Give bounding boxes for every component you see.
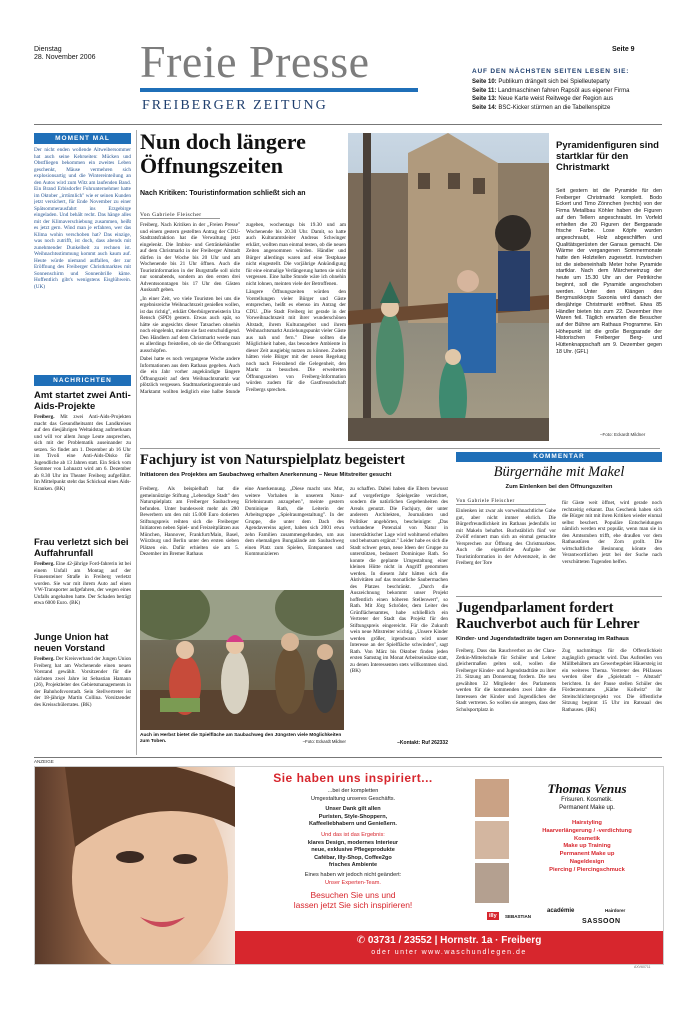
ad-web-line[interactable]: oder unter www.waschundlegen.de: [371, 949, 527, 956]
fachjury-contact: –Kontakt: Ruf 262332: [397, 740, 448, 746]
ad-code: AXV60711: [634, 965, 651, 969]
teaser-item[interactable]: [472, 104, 662, 113]
teaser-text: BSC-Kicker stürmen an die Tabellenspitze: [498, 104, 611, 111]
advertisement[interactable]: [34, 766, 664, 965]
ad-portrait-illustration: [35, 767, 235, 964]
ad-contact-bar[interactable]: [235, 931, 663, 964]
pyramid-text: Seit gestern ist die Pyramide für den Freiberger Christmarkt komplett. Bodo Eckert und Timo Zönnchen (rechts) von der Firma Metallbau Köhler haben die Figuren auf den Tellern angeschraubt. Im Vorfeld erhielten die 20 Figuren der Bergparade frische Farbe. Lose Köpfe wurden angeschraubt, Holz abgeschliffen und Qualitätsgerüsten der Garaus gemacht. Die Wärme der vergangenen Sommermonate hatte den Holzteilen zugesetzt. Inzwischen ist die siebeneinhalb Meter hohe Pyramide startklar. Nach dem Märcheneinzug der heute um 15.30 Uhr an der Petrikirche beginnt, soll die Pyramide angeschoben werden. Unter den Klängen des Bergmusikkorps Saxonia wird danach der diesjährige Christmarkt eröffnet. Etwa 85 Händler bieten bis zum 22. Dezember ihre Waren feil. Täglich erwarten die Besucher auf der Bühne am Rathaus Programme. Ein Höhepunkt ist die große Bergparade der Historischen Freiberger Berg- und Hüttenknappschaft am 9. Dezember gegen 18 Uhr. (GFL): [556, 188, 662, 355]
ad-line: neue, exklusive Pflegeprodukte: [311, 847, 395, 854]
ad-thumb-1: [475, 779, 509, 817]
ad-phone-line: [235, 933, 663, 948]
masthead: Freie Presse: [140, 36, 370, 87]
jugend-col1: Freiberg. Dass das Rauchverbot an der Clara-Zetkin-Mittelschule für Schüler und Lehrer gleichermaßen gelten soll, wollen die Freiberger Kinder- und Jugendstadträte zu ihrer 21. Sitzung am Donnerstag fordern. Die neu gewählten 32 Mitglieder des Parlaments werden für die kommenden zwei Jahre die Interessen der Kinder und Jugendlichen der Stadt vertreten. So wollen sie anregen, dass der Schulsportplatz in: [456, 648, 556, 713]
ad-label: ANZEIGE: [34, 759, 54, 764]
ad-portrait: [35, 767, 235, 964]
lead-paragraph: Freiberg. Nach Kritiken in der „Freien Presse" und einem gestern gestellten Antrag der CDU-Stadtratsfraktion hat die Verwaltung jetzt eingelenkt. Die Imbiss- und Getränkehändler auf dem Christmarkt in der Freiberger Altstadt dürfen in der Woche bis 20 Uhr und am Wochenende bis 21 Uhr öffnen. Auch die Touristinformation in der Burgstraße soll nicht nur sonnabends, sondern an den ersten drei Adventssonntagen bis 17 Uhr den Gästen Auskunft geben.: [140, 222, 240, 293]
news-item: [34, 390, 131, 526]
pyramid-title[interactable]: Pyramidenfiguren sind startklar für den Christmarkt: [556, 140, 659, 173]
kommentar-title[interactable]: Bürgernähe mit Makel: [493, 464, 625, 480]
ad-services: [513, 820, 661, 875]
header-rule: [34, 124, 662, 125]
ad-line: Umgestaltung unseres Geschäfts.: [310, 795, 396, 802]
nachrichten-label: NACHRICHTEN: [34, 375, 131, 386]
news-text: Freiberg. Eine 42-jährige Ford-fahrerin ist bei einem Unfall am Montag auf der Frauensteiner Straße in Freiberg verletzt worden. Sie war mit ihrem Auto auf einen VW-Transporter aufgefahren, der wegen eines Unfalls angehalten hatte. Der Schaden beträgt etwa 6000 Euro. (BK): [34, 561, 131, 606]
ad-service: Haarverlängerung / -verdichtung: [542, 827, 632, 834]
fachjury-title[interactable]: Fachjury ist von Naturspielplatz begeistert: [140, 452, 405, 468]
ad-service: Piercing / Piercingschmuck: [549, 866, 625, 873]
ad-brand-block: [513, 781, 661, 875]
playground-photo: [140, 590, 344, 730]
teaser-list: [472, 78, 662, 112]
teaser-page: Seite 10:: [472, 79, 497, 85]
teaser-item[interactable]: [472, 95, 662, 104]
ad-line: Kaffeeliebhabern und Genießern.: [309, 821, 397, 828]
ad-line: klares Design, modernes Interieur: [307, 839, 399, 846]
fachjury-col3: zu schaffen. Dabei haben die Eltern bewusst auf vorgefertigte Spielgeräte verzichtet, sondern die natürlichen Gegebenheiten des Areals genutzt. Die Fachjury, der unter anderem Architekten, Journalisten und Politiker angehörten, bescheinigte: „Das vorhandene Potenzial von Natur in innerstädtischer Lage wird wohltuend erhalten und behutsam ergänzt." Leider habe es sich die Stadt schwer getan, neue Ideen der Gruppe zu unterstützen, bedauert Dominique Rath. So konnte die geplante Umgestaltung einer kleinen Hütte nicht in Angriff genommen werden. In diesem Jahr hätten sich die Aktivitäten auf das monatliche Saubermachen des Platzes beschränkt. „Durch die Auszeichnung bekommt unser Projekt hoffentlich einen höheren Stellenwert", so Rath. Mit Jörg Schröder, dem Leiter des Grünflächenamtes, habe schließlich ein Vertreter der Stadt das Projekt für den Stiftungspreis eingereicht. Für die Zukunft wein neue Mitstreiter wichtig. „Unsere Kinder werden größer, irgendwann wird unser Interesse an der Spielfläche schwinden", sagt Rath. Von März bis Oktober finden jeden ersten Samstag im Monat Arbeitseinsätze statt, zu denen Interessenten stets willkommen sind. (BK): [350, 486, 448, 674]
kommentar-author: Von Gabriele Fleischer: [456, 498, 546, 505]
kommentar-col2: für Gäste weit öffnet, wird gerade noch rechtzeitig erkannt. Das Geschenk haben sich die Bürger mit mit ihren Kritiken wieder einmal selbst beschert. Populäre Entscheidungen nämlich werden erst populär, wenn man sie in den Amtsstuben trifft, ehe draußen vor dem Rathaustüren der Zorn grollt. Die wirtschaftliche Besinnung könnte den Verantwortlichen jetzt bei der Suche nach verschütteten Tugenden helfen.: [562, 500, 662, 565]
news-text: Freiberg. Der Kreisverband der Jungen Union Freiberg hat am Wochenende einen neuen Vorstand gewählt. Vorsitzender für die nächsten zwei Jahre ist Sebastian Hamann (26), Projektleiter des Gebietsmanagements in der Bahnhofsvorstadt. Sein Stellvertreter ist der 18-jährige Martin Collina. Vorsitzender des Kreisschülerrates. (BK): [34, 656, 131, 708]
page-number: Seite 9: [612, 46, 635, 53]
kommentar-subtitle: Zum Einlenken bei den Öffnungszeiten: [505, 484, 613, 490]
issue-day: Dienstag: [34, 46, 62, 53]
phone-icon: ✆: [356, 935, 368, 946]
lead-paragraph: Längere Öffnungszeiten würden den Vorstellungen vieler Bürger und Gäste entsprechen, heißt es ebenso im Antrag der CDU. „Die Stadt Freiberg ist gerade in der Vorweihnachtszeit mit ihrer wunderschönen Altstadt, ihrem Kulturangebot und ihrem Weihnachtsmarkt Anziehungspunkt vieler Gäste aus nah und fern." Diese sollten die Möglichkeit haben, das besondere Ambiente in dieser Zeit ausgiebig nutzen zu können. Zudem hätten viele Bürger mit der neuen Regelung noch nach Feierabend die Gelegenheit, den Markt zu besuchen. Die erweiterten Öffnungszeiten von Freiberg-Information würden zudem für die Gastfreundschaft Freibergs sprechen.: [246, 289, 346, 393]
jugend-kicker: Kinder- und Jugendstadträte tagen am Donnerstag im Rathaus: [456, 636, 629, 642]
kommentar-label: KOMMENTAR: [456, 452, 662, 462]
ad-brand-sub1: Frisuren. Kosmetik.: [561, 797, 613, 803]
ad-rule: [34, 757, 662, 758]
ad-service: Kosmetik: [573, 835, 601, 842]
masthead-subtitle: FREIBERGER ZEITUNG: [142, 98, 328, 113]
teaser-title: AUF DEN NÄCHSTEN SEITEN LESEN SIE:: [472, 68, 630, 75]
lead-body: [140, 222, 346, 444]
ad-line: frisches Ambiente: [328, 862, 378, 869]
fachjury-col1: Freiberg. Als beispielhaft hat die gemeinnützige Stiftung „Lebendige Stadt" den Naturspielplatz am Freiberger Saubachweg befunden. Unter bundesweit mehr als 280 Bewerbern um den mit 15.000 Euro dotierten Stiftungspreis reihten sich die Freiberger Initiatoren neben Spiel- und Freizeitplätzen aus München, Hannover, Frankfurt/Main, Basel, Würzburg und Berlin unter den ersten sieben Plätzen ein. Dafür erhielten sie am 5. Dezember im Bremer Rathaus: [140, 486, 239, 557]
ad-service: Hairstyling: [572, 820, 602, 826]
news-title[interactable]: Amt startet zwei Anti-Aids-Projekte: [34, 390, 131, 412]
ad-thumb-3: [475, 863, 509, 903]
ad-lines: [235, 788, 471, 887]
teaser-item[interactable]: [472, 87, 662, 96]
ad-thumb-2: [475, 821, 509, 859]
sebastian-logo: SEBASTIAN: [505, 914, 532, 919]
lead-kicker: Nach Kritiken: Touristinformation schließt sich an: [140, 190, 306, 197]
section-rule: [456, 596, 662, 597]
pyramid-illustration: [348, 133, 549, 441]
news-title[interactable]: Frau verletzt sich bei Auffahrunfall: [34, 537, 129, 559]
fachjury-kicker: Initiatoren des Projektes am Saubachweg erhalten Anerkennung – Neue Mitstreiter gesucht: [140, 472, 392, 478]
photo-credit: –Foto: Eckardt Mildner: [302, 739, 346, 744]
playground-caption: [140, 733, 346, 745]
news-text: Freiberg. Mit zwei Anti-Aids-Projekten macht das Gesundheitsamt des Landkreises auf den diesjährigen Weltaidstag aufmerksam und will vor allem Junge Leute ansprechen, sich mit der Problematik auseinander zu setzen. So findet am 1. Dezember ab 16 Uhr im Tivoli eine Anti-Aids-Disko für Jugendliche ab 13 Jahren statt. Ein Stück vom Sommer von Lohnarzt wird am 6. Dezember ab 8.30 Uhr im Theater Freiberg aufgeführt. Im Mittelpunkt steht das Schicksal eines Aids-Kranken. (BK): [34, 414, 131, 492]
jugend-col2: Zug nachmittags für die Öffentlichkeit zugänglich gemacht wird. Das Aufstellen von Müllbehältern am Gewerbegebiet Häuersteig ist ein weiteres Thema. Vertreter des PHJasses werden über die „Spielstadt – Altstadt" berichten. In der Pause stellen Schüler des Förderzentrums „Käthe Kollwitz" ihr Streitschlichterprojekt vor. Die öffentliche Sitzung beginnt 15 Uhr im Ratssaal des Rathauses. (BK): [562, 648, 662, 713]
lead-paragraph: „In einer Zeit, wo viele Touristen bei uns die ergebnisreiche Weihnachtszeit genießen wollen, ist das richtig", erklärt Oberbürgermeisterin Uta Rensch (SPD) gestern. Etwas auch spät, so hätte sie angesichts dieser Tatsachen ohnehin noch eingelenkt, meinte sie fast entschuldigend. Den Händlern auf dem Christmarkt werde man es allerdings freistellen, ob sie die Öffnungszeit ausschöpfen.: [140, 295, 240, 354]
teaser-text: Publikum drängelt sich bei Spielleuteparty: [498, 79, 610, 85]
ad-line: Puristen, Style-Shoppern,: [318, 813, 388, 820]
pyramid-credit: –Foto: Eckardt Mildner: [600, 432, 646, 437]
moment-label: MOMENT MAL: [34, 133, 131, 144]
news-item: [34, 632, 131, 752]
teaser-text: Landmaschinen fahren Rapsöl aus eigener Firma: [498, 87, 630, 94]
teaser-page: Seite 14:: [472, 104, 497, 111]
fachjury-col2: eine Anerkennung. „Diese macht uns Mut, weitere Vorhaben in unserem Natur-Erlebnisraum anzugehen", meinte gestern Dominique Rath, die Leiterin der Arbeitsgruppe „Spielraumgestaltung". In der Gruppe, die unter dem Dach des Agendavereins agiert, haben sich 2001 etwa zehn Familien zusammengefunden, um aus dem ehemaligen Bungalände am Saubachweg einen Platz zum Spielen, Entspannen und Kommunizieren: [245, 486, 344, 557]
issue-date: [34, 46, 95, 62]
masthead-rule: [140, 88, 418, 92]
ad-service: Permanent Make up: [559, 851, 615, 858]
column-divider: [136, 130, 137, 755]
kommentar-col1: Einlenken ist zwar als vorweihnachtliche Gabe gut, aber nicht immer ehrlich. Die Bürgerfreundlichkeit im Rathaus jedenfalls ist mit Makeln behaftet. Buchstäblich fünf vor Zwölf erinnert man sich an einmal gemachte Versprechen zur Öffnung des Christmarktes. Auch die eigentliche Aufgabe der Touristinformation in der Adventszeit, in der Freiberg der Tore: [456, 508, 556, 566]
teaser-page: Seite 13:: [472, 96, 497, 102]
ad-service: Nageldesign: [569, 858, 605, 865]
jugend-title[interactable]: Jugendparlament fordert Rauchverbot auch für Lehrer: [456, 600, 640, 632]
news-title[interactable]: Junge Union hat neuen Vorstand: [34, 632, 109, 654]
sassoon-logo: SASSOON: [582, 918, 621, 925]
ad-headline: Sie haben uns inspiriert...: [273, 771, 433, 785]
teaser-item[interactable]: [472, 78, 662, 87]
ad-line: Cafébar, Illy-Shop, Coffee2go: [314, 854, 392, 861]
ad-line: Unser Dank gilt allen: [325, 806, 381, 813]
illy-logo: illy: [489, 913, 497, 919]
moment-text: Der nicht enden wollende Altweibersommer hat auch seine Kehrseiten: Mücken und Obstfliegen bekommen ein zweites Leben geschenkt, Mäuse vermehren sich explosionsartig und die Wintereinteilung an den Autos wird zum Witz am laufenden Band. Ein Brand Erbisdorfer Fuhrunternehmer hatte im Oktober „irrtümlich" wie er seinen Kunden jetzt versichert, für Ende November zu einer Spätsommerausfahrt ins Erzgebirge eingeladen. Und behält recht. Das hänge alles mit der Klimaverschiebung zusammen, heißt es jetzt gern. Wind man je erfahren, wer das Klima wohin verschoben hat? Das einzige, was noch zutrifft, ist doch, dass abends mit zunehmender Dunkelheit zu rechnen ist. Weihnachtsstimmung kommt auch kaum auf. Heute würde niemand auffallen, der zur Eröffnung des Freiberger Christkmarktes mit Sonnenschirm und Sonnenbrille käme. Hoffentlich gibt's wenigstens Eisglühwein. (UK): [34, 147, 131, 290]
academie-logo: académie: [547, 908, 575, 914]
caption-text: Auch im Herbst bietet die Spielfläche am Saubachweg den Jüngsten viele Möglichkeiten zum Toben.: [140, 733, 342, 744]
ad-line: ...bei der kompletten: [327, 788, 379, 794]
hairdorer-logo: Hairdorer: [605, 908, 626, 913]
ad-call1: Besuchen Sie uns und: [310, 890, 396, 901]
ad-logos: [487, 907, 659, 929]
ad-call2: lassen jetzt Sie sich inspirieren!: [293, 900, 413, 911]
ad-line: Und das ist das Ergebnis:: [321, 831, 385, 838]
playground-illustration: [140, 590, 344, 730]
lead-title[interactable]: Nun doch längere Öffnungszeiten: [140, 129, 306, 178]
pyramid-photo: [348, 133, 549, 441]
teaser-page: Seite 11:: [472, 87, 497, 94]
ad-line: Eines haben wir jedoch nicht geändert:: [304, 871, 402, 878]
news-item: [34, 537, 131, 621]
lead-paragraph: Dabei hatte es noch vergangene Woche andere Informationen aus dem Rathaus gegeben. Auch die ein Jahr vorher angekündigte längere Öffnungszeit auf dem Weihnachtsmarkt war plötzlich vergessen. Stadtmarketingzentrale und Marktamt wollten lediglich eine halbe Stunde zugeben, wochentags bis 19.30 und am Wochenende bis 20.30 Uhr. Damit, so hatte auch Kulturamtsleiter Andreas Schwinger erklärt, wollten man einmal testen, ob die neuen Zeiten angenommen würden. Händler und Bürger allerdings waren auf eine Testphase nicht eingestellt. Die vorjährige Ankündigung für eine einmalige Verlängerung hatten sie nicht vergessen. Eine halbe Stunde wäre ich ohnehin nicht lohnen, meinten viele der Betroffenen.: [140, 222, 346, 395]
ad-center: [235, 771, 471, 910]
ad-brand: Thomas Venus: [547, 781, 627, 796]
teaser-box: [472, 68, 662, 112]
ad-brand-sub2: Permanent Make up.: [559, 804, 615, 811]
ad-line: Unser Experten-Team.: [325, 879, 381, 886]
ad-service: Make up Training: [563, 843, 611, 850]
teaser-text: Neue Karte weist Reitwege der Region aus: [498, 96, 614, 102]
ad-phone-text: 03731 / 23552 | Hornstr. 1a · Freiberg: [367, 935, 542, 946]
section-rule: [140, 448, 660, 449]
issue-full-date: 28. November 2006: [34, 54, 96, 61]
lead-author: Von Gabriele Fleischer: [140, 212, 220, 219]
